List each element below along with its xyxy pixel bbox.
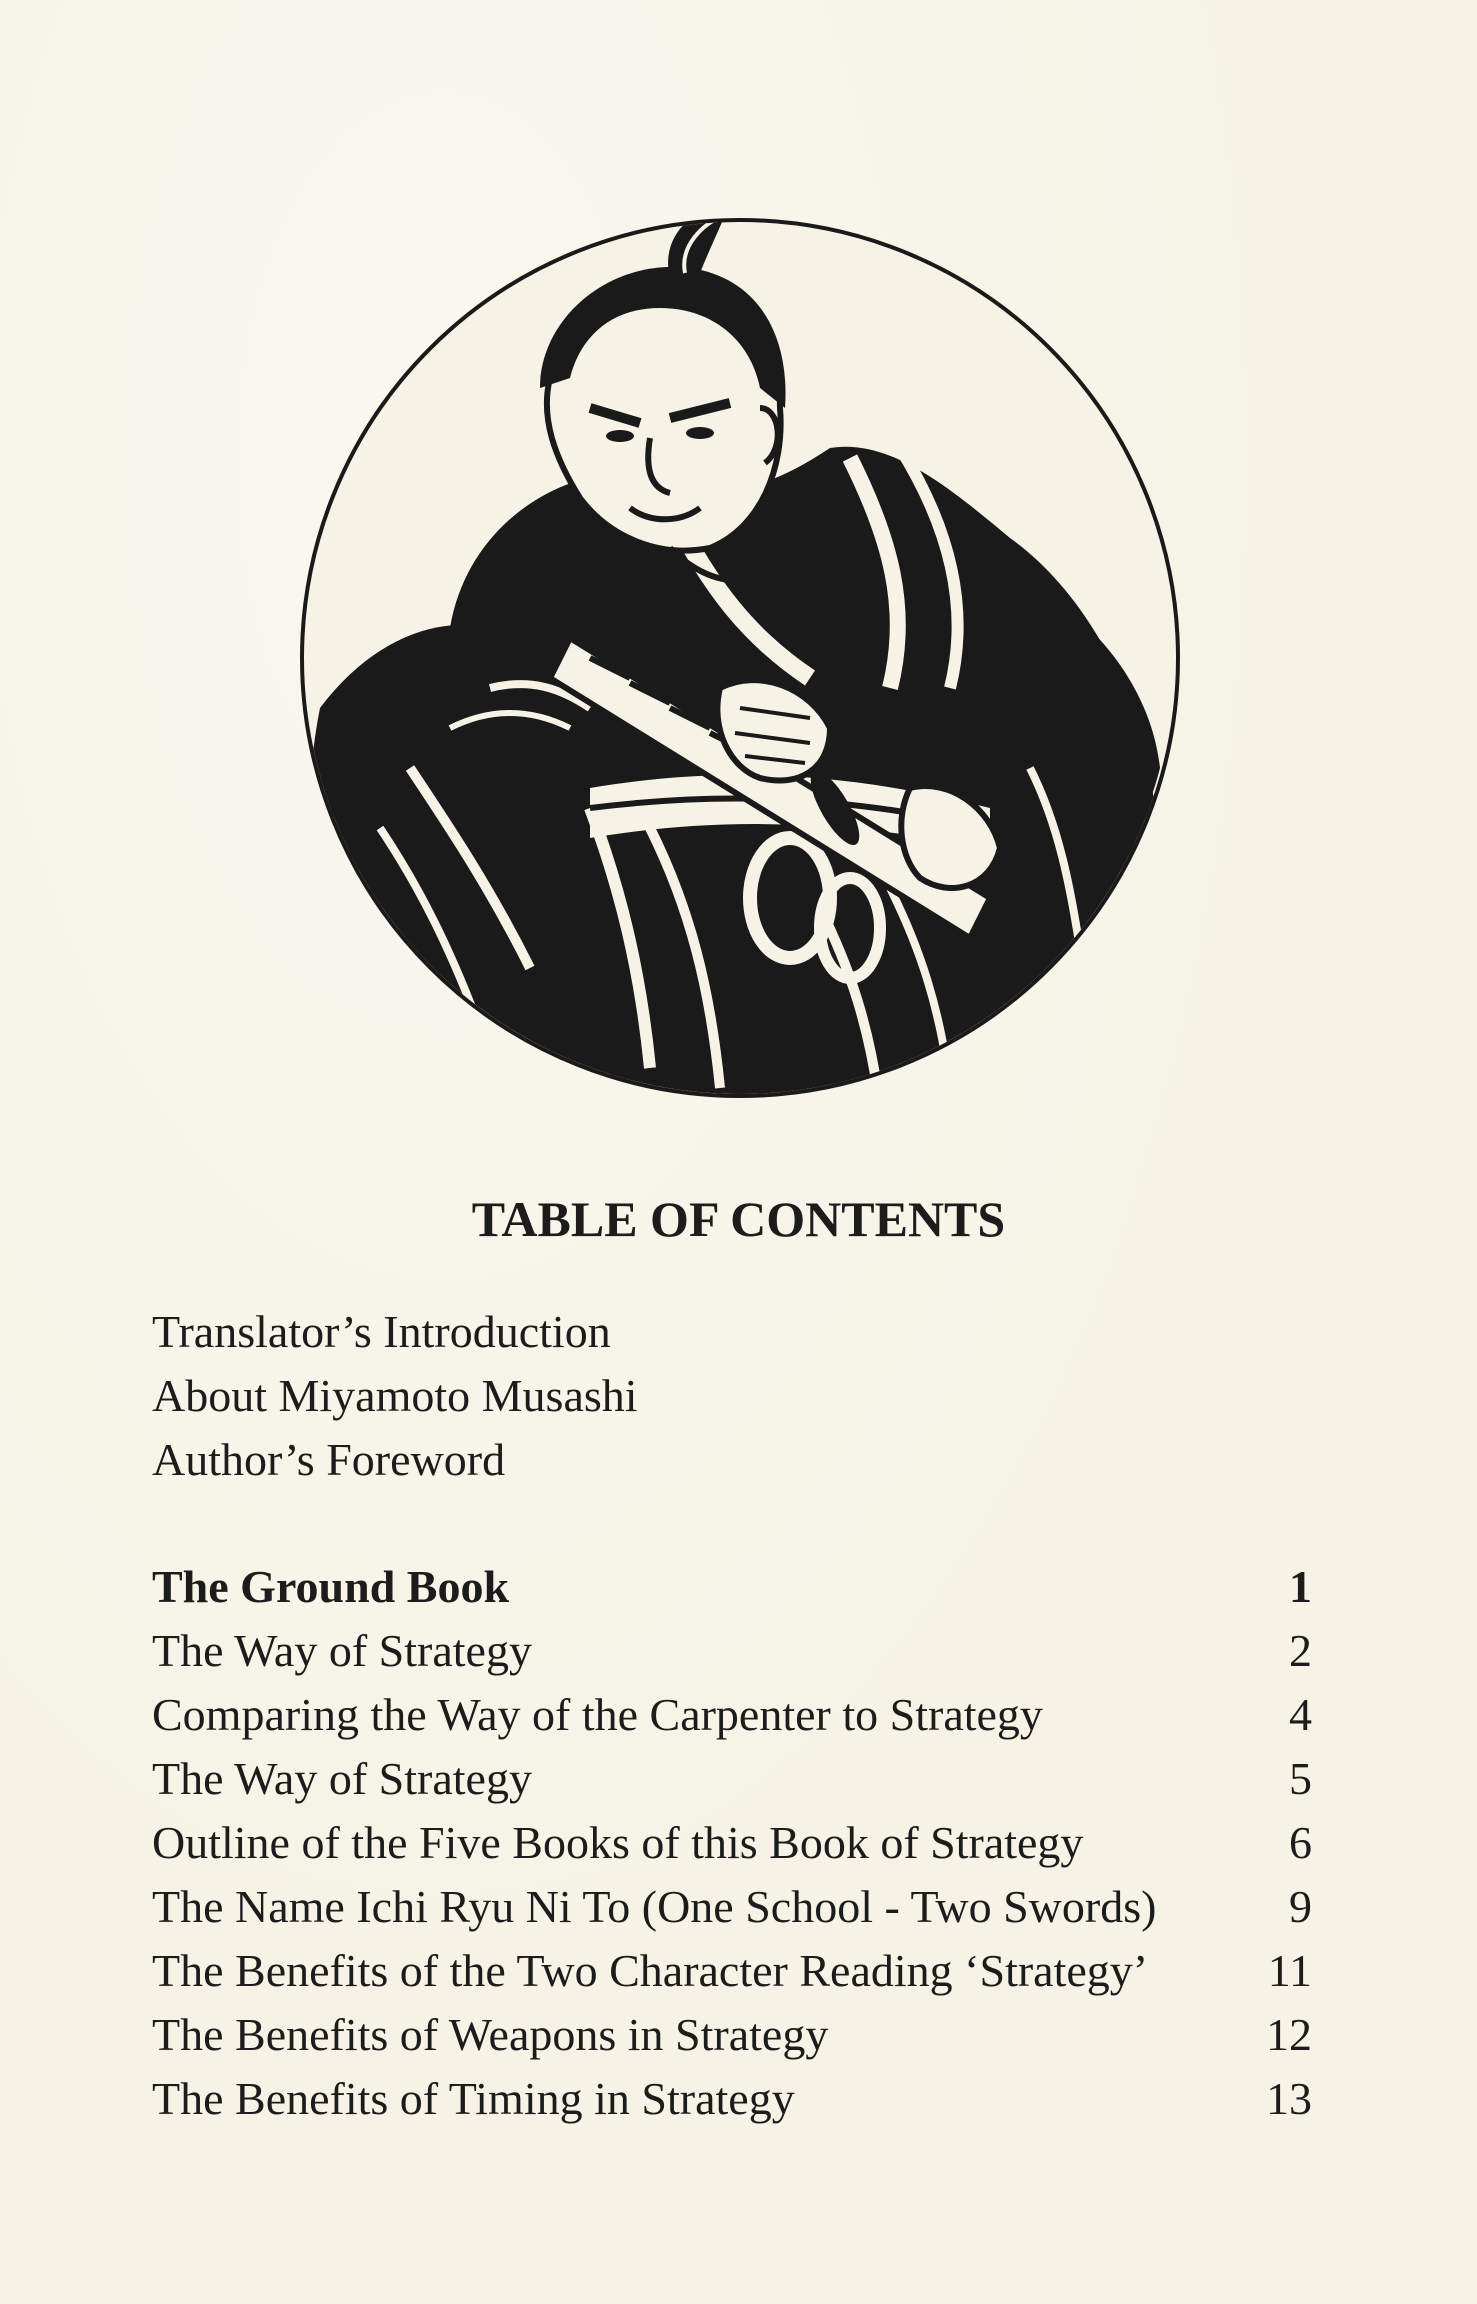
- toc-entry: [152, 1619, 1312, 1683]
- toc-title: TABLE OF CONTENTS: [471, 1191, 1006, 1247]
- toc-entry-title: The Name Ichi Ryu Ni To (One School - Two Swords): [152, 1881, 1157, 1932]
- toc-entry-page: 9: [1289, 1881, 1312, 1932]
- toc-entry-title: The Benefits of the Two Character Reading ‘Strategy’: [152, 1945, 1149, 1996]
- toc-entry-title: The Way of Strategy: [152, 1625, 532, 1676]
- toc-chapter-heading: [152, 1555, 1312, 1619]
- toc-prelims-list: [152, 1300, 638, 1492]
- toc-entry-title: Outline of the Five Books of this Book of Strategy: [152, 1817, 1084, 1868]
- toc-chapter-list: [152, 1555, 1312, 2131]
- toc-entry-page: 13: [1266, 2073, 1312, 2124]
- toc-entry: [152, 1683, 1312, 1747]
- toc-entry-page: 11: [1267, 1945, 1312, 1996]
- toc-entry: [152, 2067, 1312, 2131]
- toc-entry-title: The Benefits of Weapons in Strategy: [152, 2009, 829, 2060]
- toc-entry: [152, 1875, 1312, 1939]
- samurai-illustration: [290, 208, 1190, 1108]
- toc-entry-title: The Way of Strategy: [152, 1753, 532, 1804]
- toc-entry-title: The Benefits of Timing in Strategy: [152, 2073, 795, 2124]
- toc-entry-title: The Ground Book: [152, 1561, 510, 1612]
- toc-entry: [152, 1747, 1312, 1811]
- toc-prelim-item: About Miyamoto Musashi: [152, 1370, 638, 1421]
- toc-entry: [152, 1939, 1312, 2003]
- toc-entry-page: 1: [1289, 1561, 1312, 1612]
- toc-entry: [152, 1811, 1312, 1875]
- toc-entry: [152, 2003, 1312, 2067]
- toc-entry-page: 5: [1289, 1753, 1312, 1804]
- toc-prelim-item: Translator’s Introduction: [152, 1306, 611, 1357]
- toc-entry-page: 4: [1289, 1689, 1312, 1740]
- toc-entry-page: 2: [1289, 1625, 1312, 1676]
- samurai-emblem-icon: [290, 208, 1190, 1108]
- toc-prelim-item: Author’s Foreword: [152, 1434, 506, 1485]
- toc-entry-title: Comparing the Way of the Carpenter to Strategy: [152, 1689, 1043, 1740]
- toc-entry-page: 12: [1266, 2009, 1312, 2060]
- toc-entry-page: 6: [1289, 1817, 1312, 1868]
